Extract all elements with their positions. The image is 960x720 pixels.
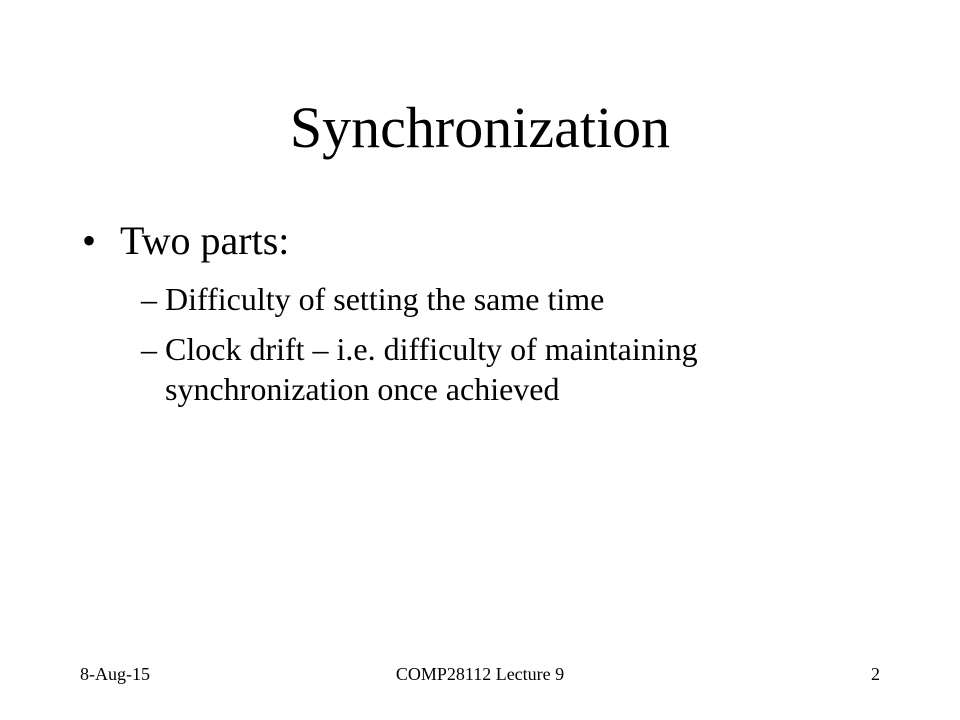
footer-course: COMP28112 Lecture 9 [395, 664, 565, 684]
sub-bullet-text: Clock drift – i.e. difficulty of maintaining synchronization once achieved [165, 331, 698, 407]
sub-bullet-marker: – [141, 331, 157, 367]
sub-bullet-list [141, 279, 900, 409]
bullet-marker: • [82, 218, 97, 263]
footer-page-number: 2 [871, 664, 880, 684]
sub-bullet-item [141, 279, 900, 319]
bullet-text: Two parts: [120, 218, 290, 263]
sub-bullet-text: Difficulty of setting the same time [165, 281, 605, 317]
footer-date: 8-Aug-15 [80, 664, 150, 684]
sub-bullet-item [141, 329, 900, 409]
sub-bullet-marker: – [141, 281, 157, 317]
slide-body [80, 215, 900, 419]
bullet-item [80, 215, 900, 267]
slide-title: Synchronization [289, 95, 671, 160]
